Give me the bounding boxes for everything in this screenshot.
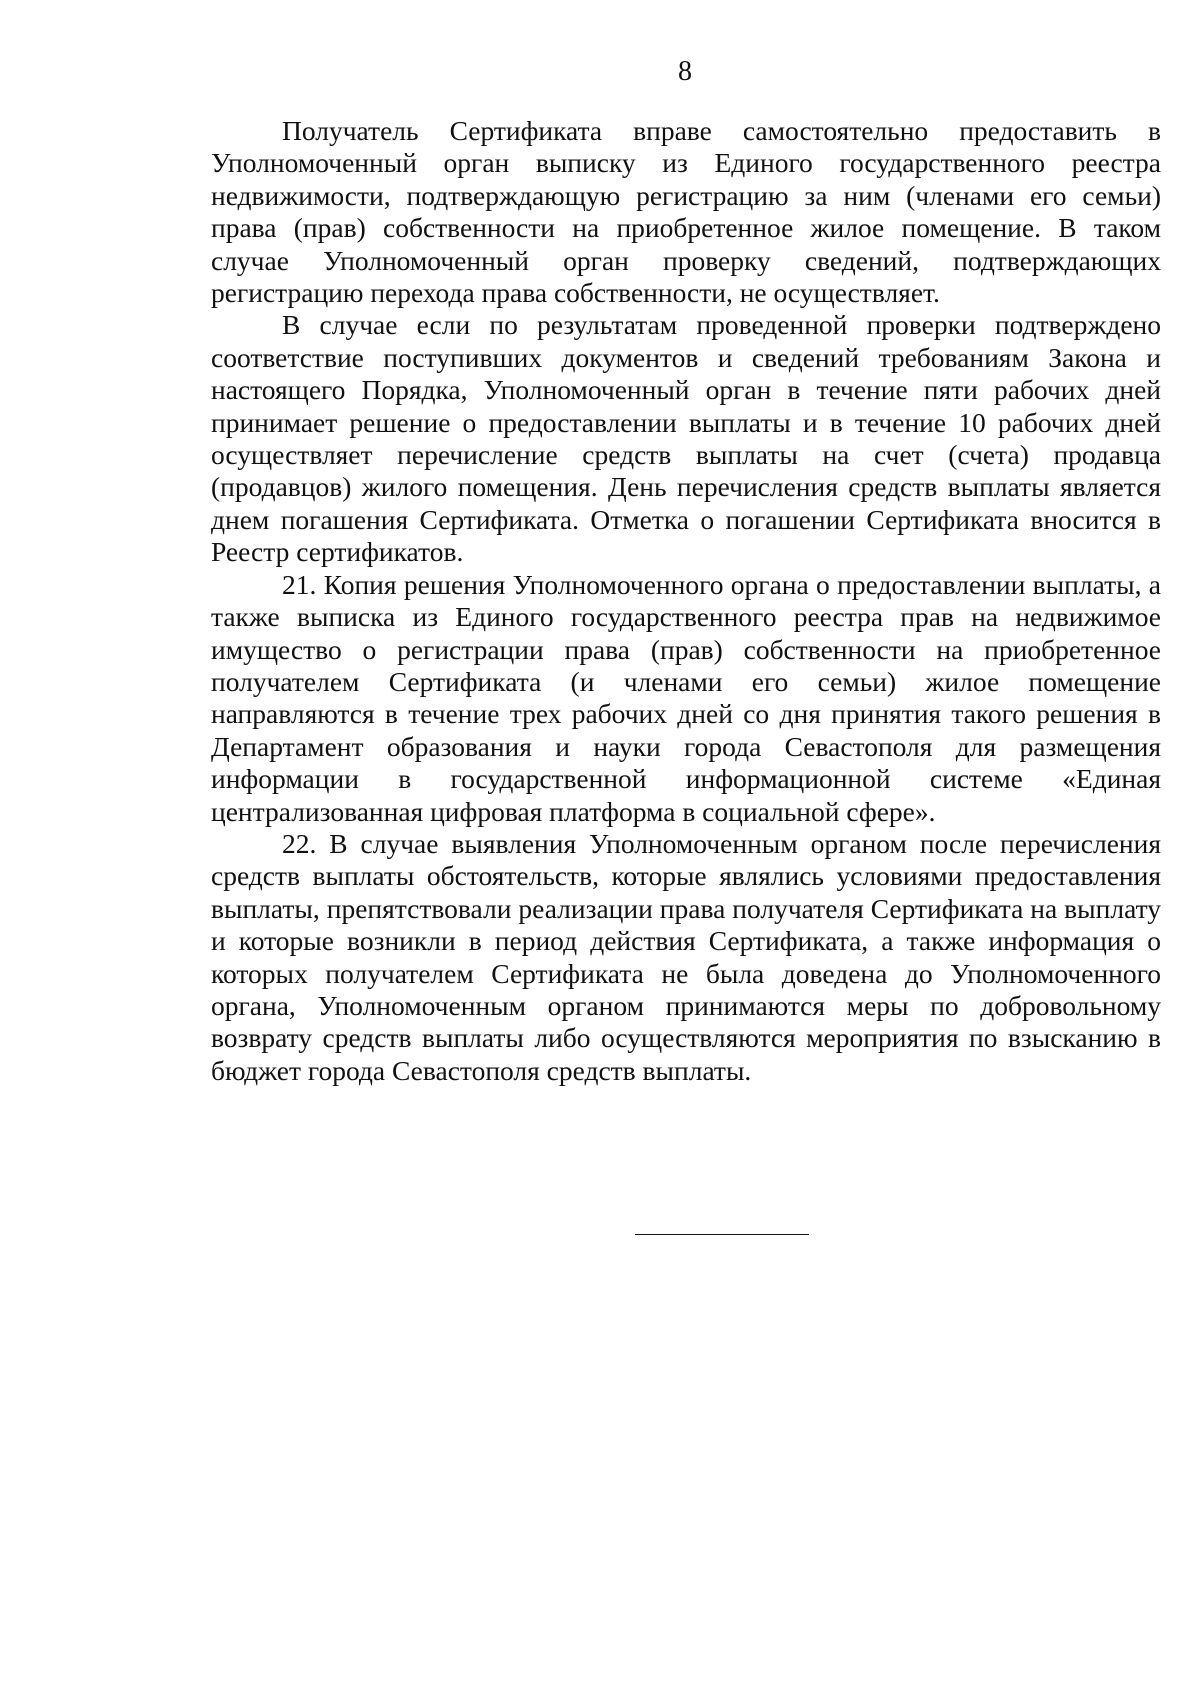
paragraph-21-decision-copy: 21. Копия решения Уполномоченного органа о предоставлении выплаты, а также выписка из Единого государственного реестра прав на недвижимое имущество о регистрации права (прав) собственности на приобретенное получателем Сертификата (и членами его семьи) жилое помещение направляются в течение трех рабочих дней со дня принятия такого решения в Департамент образования и науки города Севастополя для размещения информации в государственной информационной системе «Единая централизованная цифровая платформа в социальной сфере». bbox=[211, 568, 1161, 827]
paragraph-certificate-holder-statement: Получатель Сертификата вправе самостоятельно предоставить в Уполномоченный орган выписку из Единого государственного реестра недвижимости, подтверждающую регистрацию за ним (членами его семьи) права (прав) собственности на приобретенное жилое помещение. В таком случае Уполномоченный орган проверку сведений, подтверждающих регистрацию перехода права собственности, не осуществляет. bbox=[211, 115, 1161, 309]
paragraph-22-refund-measures: 22. В случае выявления Уполномоченным органом после перечисления средств выплаты обстоятельств, которые являлись условиями предоставления выплаты, препятствовали реализации права получателя Сертификата на выплату и которые возникли в период действия Сертификата, а также информация о которых получателем Сертификата не была доведена до Уполномоченного органа, Уполномоченным органом принимаются меры по добровольному возврату средств выплаты либо осуществляются мероприятия по взысканию в бюджет города Севастополя средств выплаты. bbox=[211, 827, 1161, 1086]
document-end-line bbox=[635, 1234, 809, 1235]
page-number: 8 bbox=[678, 56, 692, 87]
paragraph-payment-decision: В случае если по результатам проведенной проверки подтверждено соответствие поступивших документов и сведений требованиям Закона и настоящего Порядка, Уполномоченный орган в течение пяти рабочих дней принимает решение о предоставлении выплаты и в течение 10 рабочих дней осуществляет перечисление средств выплаты на счет (счета) продавца (продавцов) жилого помещения. День перечисления средств выплаты является днем погашения Сертификата. Отметка о погашении Сертификата вносится в Реестр сертификатов. bbox=[211, 309, 1161, 568]
document-body bbox=[211, 115, 1161, 1087]
